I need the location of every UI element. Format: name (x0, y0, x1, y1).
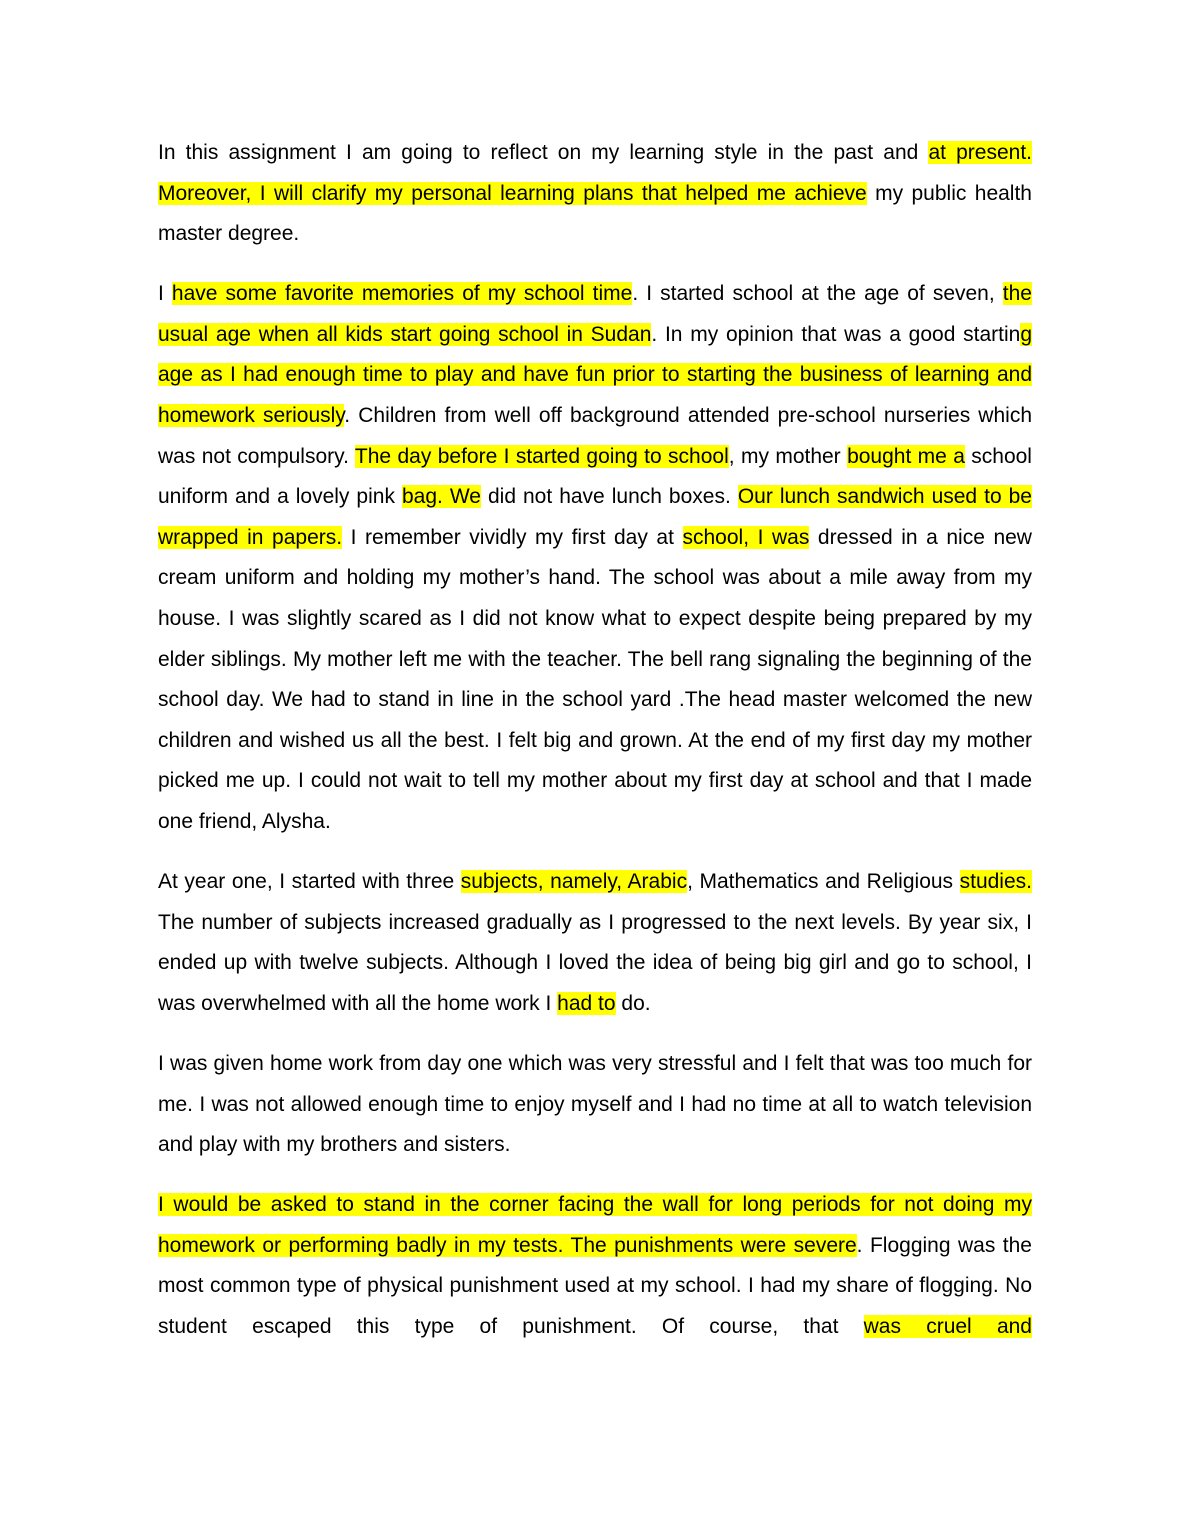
body-text: , my mother (728, 444, 848, 468)
paragraph-3 (158, 862, 1032, 1024)
highlighted-text: The day before I started going to school (354, 444, 729, 468)
body-text: . Children from well off background attended pre-school nurseries which was not compulsory. (158, 404, 1032, 468)
highlighted-text: have some favorite memories of my school time (171, 282, 633, 306)
highlighted-text: was cruel and (863, 1315, 1032, 1339)
body-text: I was given home work from day one which was very stressful and I felt that was too much for me. I was not allowed enough time to enjoy myself and I had no time at all to watch television and play with my brothers and sisters. (158, 1051, 1032, 1157)
highlighted-text: subjects, namely, Arabic (460, 870, 688, 894)
body-text: do. (615, 991, 651, 1015)
body-text: . Flogging was the most common type of physical punishment used at my school. I had my share of flogging. No student escaped this type of punishment. Of course, that (158, 1233, 1032, 1339)
highlighted-text: bought me a (847, 444, 965, 468)
body-text: I remember vividly my first day at (342, 525, 683, 549)
paragraph-5 (158, 1185, 1032, 1347)
body-text: . I started school at the age of seven, (632, 282, 1003, 306)
highlighted-text: I would be asked to stand in the corner facing the wall for long periods for not doing my homework or performing badly in my tests. The punishments were severe (158, 1193, 1032, 1257)
paragraph-2 (158, 274, 1032, 842)
body-text: school uniform and a lovely pink (158, 444, 1032, 509)
highlighted-text: the usual age when all kids start going school in Sudan (158, 282, 1032, 346)
paragraph-4 (158, 1044, 1032, 1166)
highlighted-text: Our lunch sandwich used to be wrapped in papers. (158, 485, 1032, 549)
body-text: did not have lunch boxes. (480, 485, 738, 509)
body-text: , Mathematics and Religious (687, 870, 960, 894)
paragraph-1 (158, 133, 1032, 255)
body-text: my public health master degree. (158, 181, 1032, 246)
highlighted-text: g age as I had enough time to play and have fun prior to starting the business of learning and homework seriously (158, 322, 1032, 428)
body-text: The number of subjects increased gradually as I progressed to the next levels. By year six, I ended up with twelve subjects. Although I loved the idea of being big girl and go to school, I was overwhelmed with all the home work I (158, 910, 1032, 1015)
body-text: dressed in a nice new cream uniform and holding my mother’s hand. The school was about a mile away from my house. I was slightly scared as I did not know what to expect despite being prepared by my elder siblings. My mother left me with the teacher. The bell rang signaling the beginning of the school day. We had to stand in line in the school yard .The head master welcomed the new children and wished us all the best. I felt big and grown. At the end of my first day my mother picked me up. I could not wait to tell my mother about my first day at school and that I made one friend, Alysha. (158, 525, 1032, 833)
highlighted-text: school, I was (682, 525, 810, 549)
highlighted-text: studies. (959, 870, 1032, 894)
body-text: At year one, I started with three (158, 870, 461, 894)
document-body (158, 133, 1032, 1367)
highlighted-text: bag. We (401, 485, 481, 509)
body-text: . In my opinion that was a good startin (651, 322, 1021, 346)
body-text: I (158, 282, 172, 306)
highlighted-text: at present. Moreover, I will clarify my personal learning plans that helped me achieve (158, 141, 1032, 205)
body-text: In this assignment I am going to reflect on my learning style in the past and (158, 141, 929, 164)
highlighted-text: had to (557, 991, 616, 1015)
